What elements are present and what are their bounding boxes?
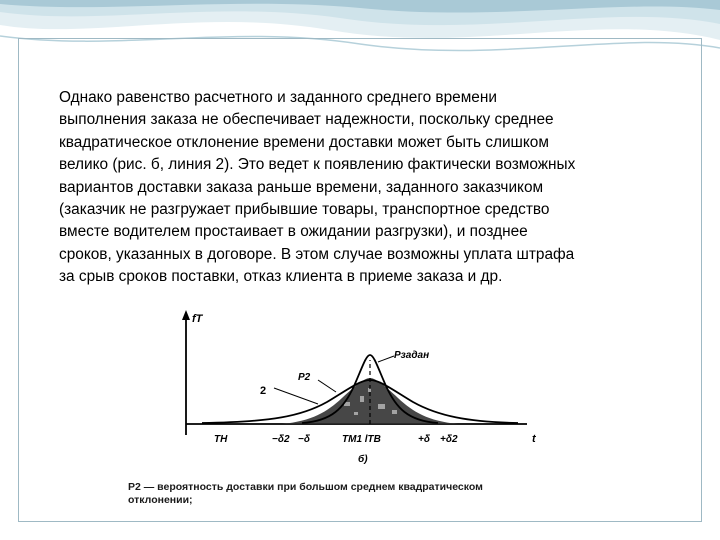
label-leader-main: [378, 356, 394, 362]
tick-t-mean: TM1 lTB: [342, 434, 381, 445]
y-axis-label: fT: [192, 313, 203, 325]
tick-t-n: TH: [214, 434, 228, 445]
tick-minus-delta: −δ: [298, 434, 310, 445]
tick-plus-delta2: +δ2: [440, 434, 458, 445]
body-paragraph: Однако равенство расчетного и заданного среднего времени выполнения заказа не обеспечивает надежности, поскольку среднее квадратическое отклонение времени доставки может быть слишком велико (рис. б, линия 2). Это ведет к появлению фактически возможных вариантов доставки заказа раньше времени, заданного заказчиком (заказчик не разгружает прибывшие товары, транспортное средство вместе водителем простаивает в ожидании разгрузки), и позднее сроков, указанных в договоре. В этом случае возможны уплата штрафа за срыв сроков поставки, отказ клиента в приеме заказа и др.: [59, 89, 576, 286]
curve-label-main: Pзадан: [394, 350, 430, 361]
tick-plus-delta: +δ: [418, 434, 430, 445]
curve-label-wide: P2: [298, 372, 311, 383]
x-axis-label: t: [532, 433, 536, 445]
curve-number: 2: [260, 385, 267, 397]
distribution-figure: [122, 300, 582, 525]
label-leader-2: [274, 388, 318, 404]
y-axis-arrow: [182, 310, 190, 320]
tick-minus-delta2: −δ2: [272, 434, 290, 445]
caption-line-2: отклонении;: [128, 494, 193, 506]
caption-line-1: P2 — вероятность доставки при большом среднем квадратическом: [128, 481, 483, 493]
panel-label: б): [358, 454, 368, 465]
label-leader-p2: [318, 380, 336, 392]
